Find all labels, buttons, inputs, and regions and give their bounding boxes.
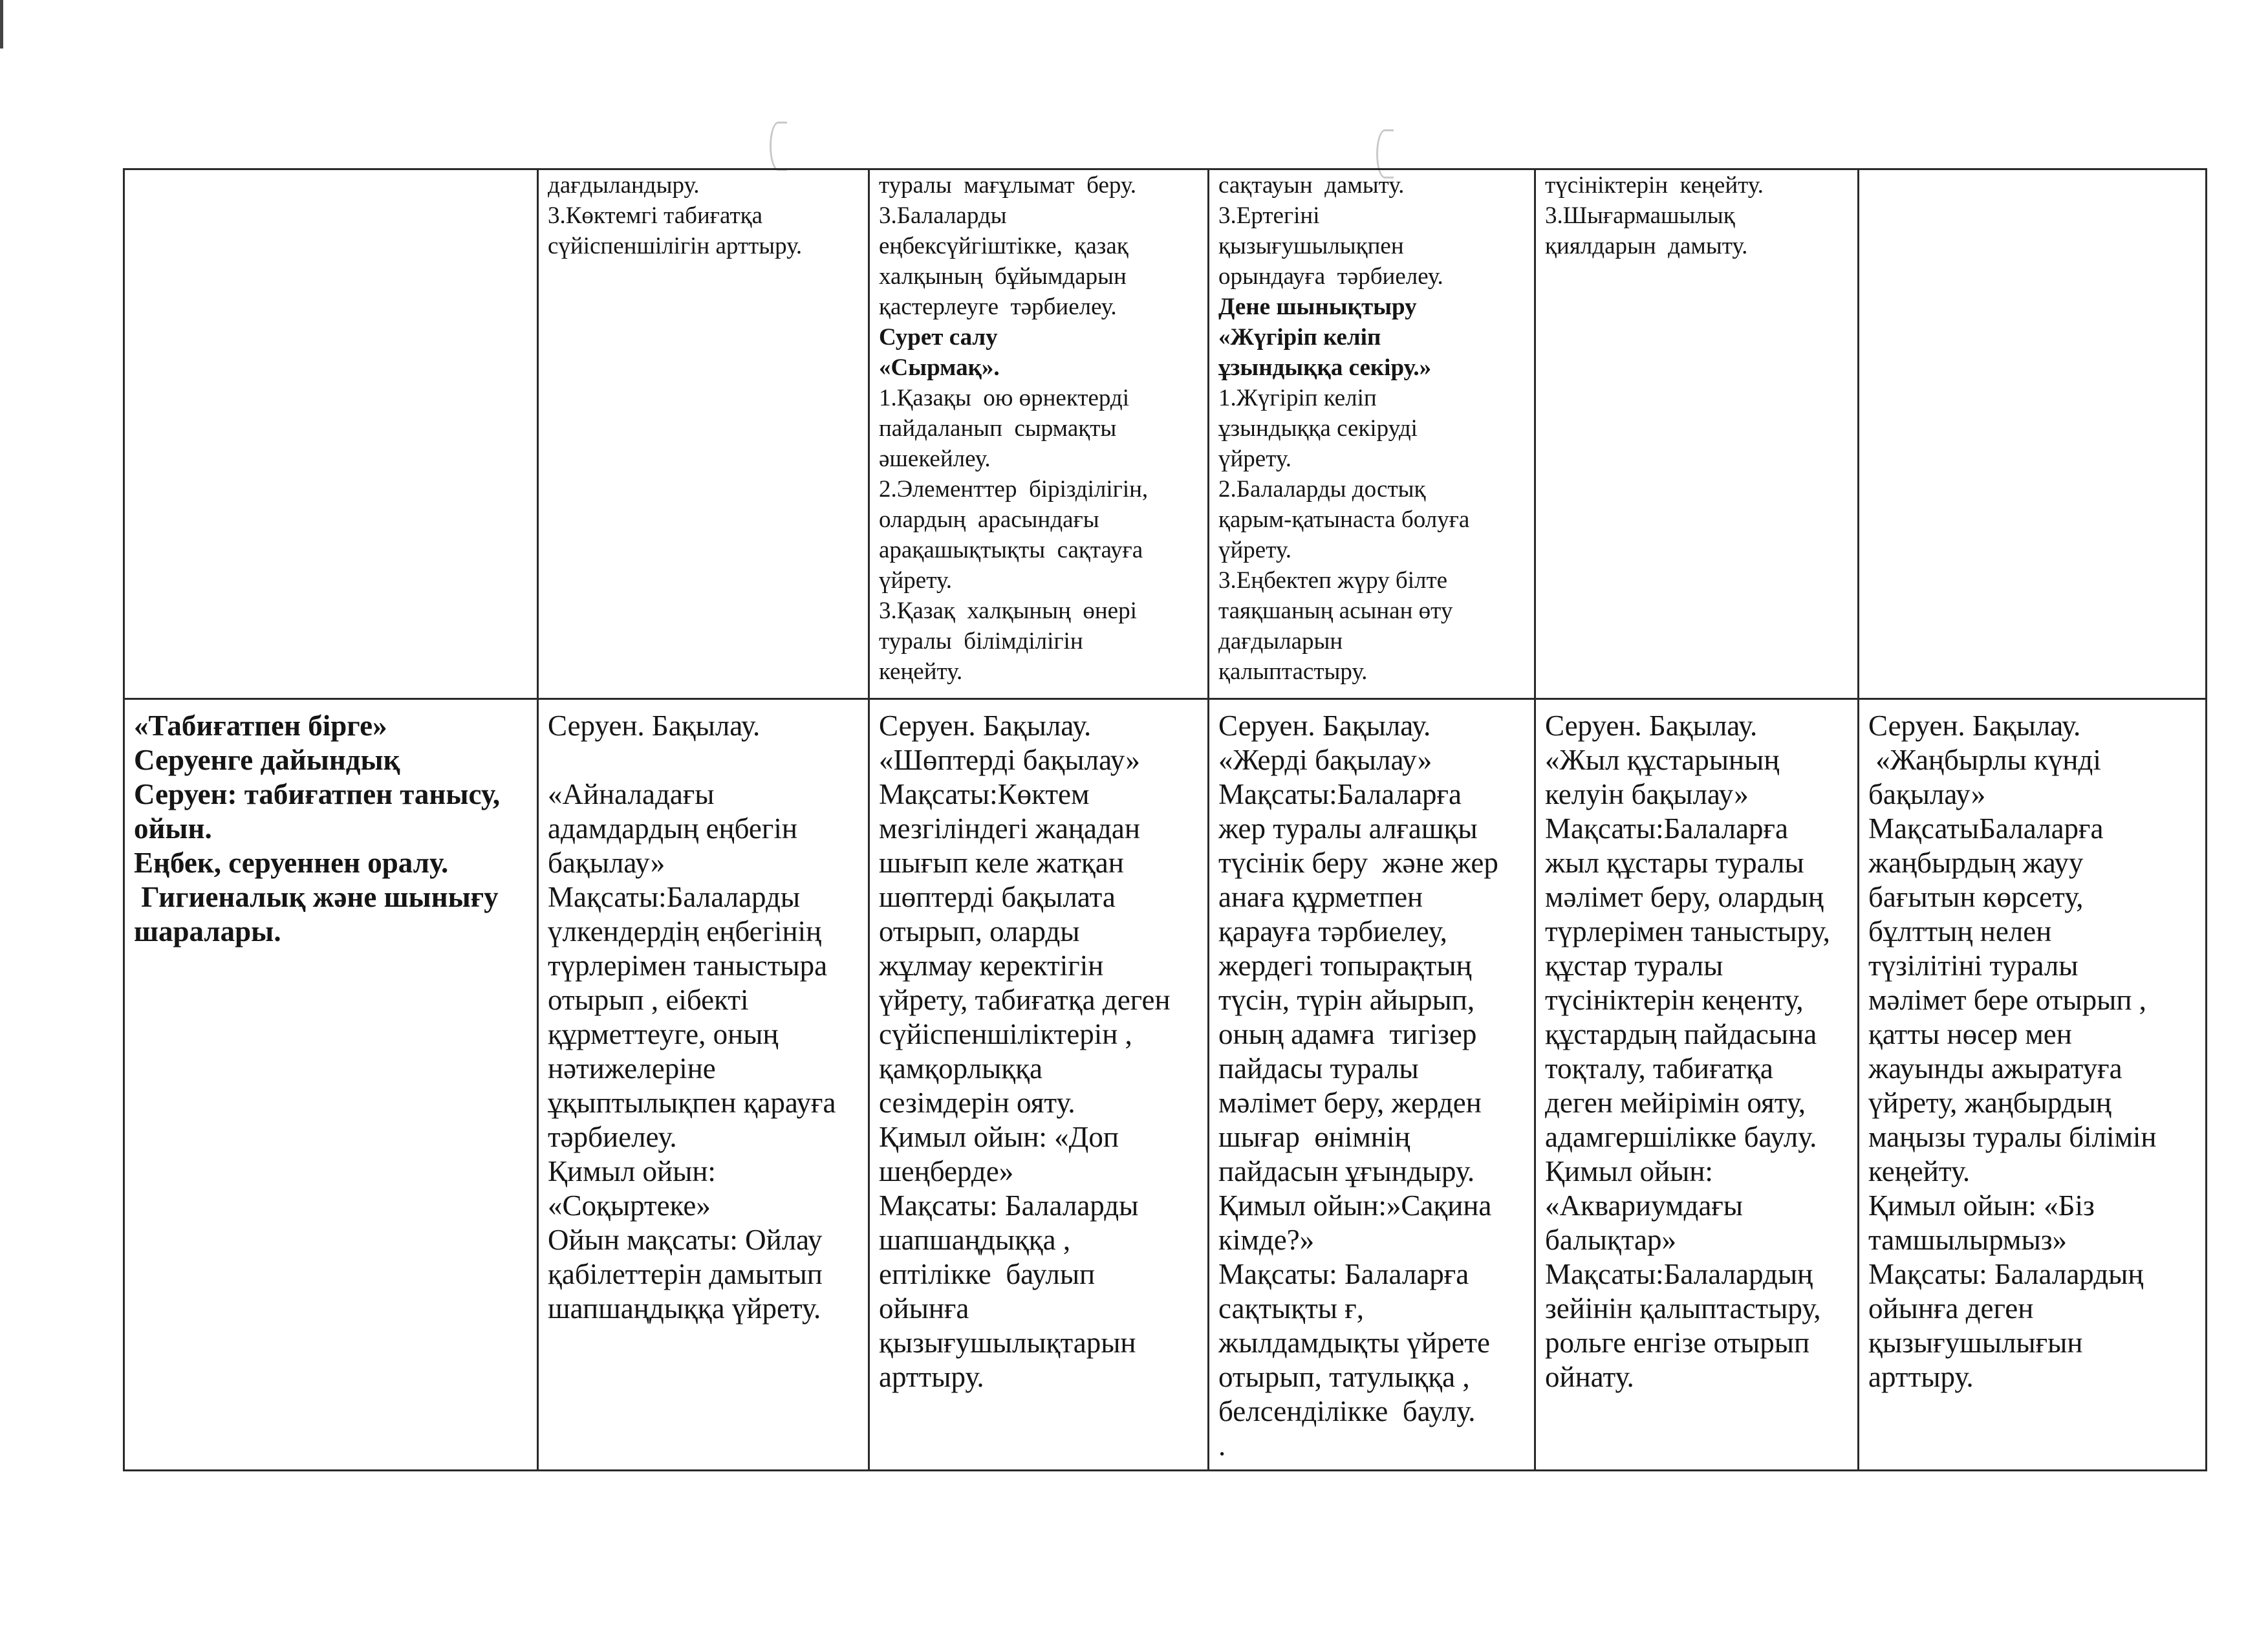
- text-line: сүйіспеншіліктерін ,: [879, 1018, 1132, 1050]
- row-header-cell: [124, 699, 538, 1471]
- text-line: мезгіліндегі жаңадан: [879, 812, 1140, 845]
- text-line: «Шөптерді бақылау»: [879, 744, 1140, 776]
- text-line: шеңберде»: [879, 1155, 1014, 1187]
- cell-text: [1545, 709, 1848, 1394]
- text-line: шөптерді бақылата: [879, 881, 1116, 913]
- text-line: түрлерімен таныстыра: [548, 949, 828, 982]
- text-line: «Табиғатпен бірге»: [134, 709, 387, 742]
- text-line: дағдыларын: [1218, 628, 1343, 655]
- text-line: сүйіспеншілігін арттыру.: [548, 233, 803, 259]
- text-line: «Жүгіріп келіп: [1218, 324, 1381, 351]
- text-line: шығып келе жатқан: [879, 847, 1124, 879]
- text-line: қабілеттерін дамытып: [548, 1258, 823, 1290]
- text-line: қызығушылықтарын: [879, 1326, 1136, 1359]
- table-cell: [1859, 169, 2207, 699]
- text-line: белсенділікке баулу.: [1218, 1395, 1476, 1427]
- text-line: 3.Қазақ халқының өнері: [879, 598, 1137, 624]
- text-line: жаңбырдың жауу: [1868, 847, 2084, 879]
- text-line: сақтауын дамыту.: [1218, 172, 1405, 199]
- text-line: отырып, татулыққа ,: [1218, 1361, 1470, 1393]
- text-line: ойын.: [134, 812, 212, 845]
- text-line: қалыптастыру.: [1218, 658, 1368, 685]
- text-line: «Жаңбырлы күнді: [1868, 744, 2101, 776]
- text-line: үйрету.: [1218, 537, 1291, 563]
- table-cell: [1859, 699, 2207, 1471]
- cell-text: [1868, 709, 2196, 1394]
- text-line: зейінін қалыптастыру,: [1545, 1292, 1821, 1325]
- text-line: «Жыл құстарының: [1545, 744, 1780, 776]
- text-line: балықтар»: [1545, 1224, 1677, 1256]
- text-line: бағытын көрсету,: [1868, 881, 2084, 913]
- text-line: туралы білімділігін: [879, 628, 1083, 655]
- punch-hole-mark-left: [770, 122, 787, 171]
- text-line: 2.Элементтер бірізділігін,: [879, 476, 1149, 503]
- text-line: 1.Жүгіріп келіп: [1218, 385, 1377, 411]
- text-line: олардың арасындағы: [879, 506, 1099, 533]
- text-line: Серуен. Бақылау.: [1218, 709, 1431, 742]
- cell-text: [548, 709, 859, 1326]
- text-line: «Соқыртеке»: [548, 1189, 711, 1222]
- text-line: Қимыл ойын: «Доп: [879, 1121, 1119, 1153]
- text-line: отырып, оларды: [879, 915, 1080, 947]
- text-line: ойнату.: [1545, 1361, 1634, 1393]
- cell-text: [879, 709, 1198, 1394]
- text-line: Ойын мақсаты: Ойлау: [548, 1224, 823, 1256]
- text-line: жыл құстары туралы: [1545, 847, 1804, 879]
- text-line: ұзындыққа секіру.»: [1218, 354, 1432, 381]
- text-line: «Сырмақ».: [879, 354, 1000, 381]
- text-line: орындауға тәрбиелеу.: [1218, 263, 1443, 290]
- text-line: жылдамдықты үйрете: [1218, 1326, 1490, 1359]
- text-line: туралы мағұлымат беру.: [879, 172, 1136, 199]
- text-line: шапшаңдыққа ,: [879, 1224, 1071, 1256]
- text-line: Мақсаты: Балаларға: [1218, 1258, 1469, 1290]
- text-line: 3.Көктемгі табиғатқа: [548, 202, 763, 229]
- text-line: Мақсаты: Балалардың: [1868, 1258, 2144, 1290]
- table-cell: [1209, 169, 1535, 699]
- text-line: адамгершілікке баулу.: [1545, 1121, 1817, 1153]
- plan-table: [123, 168, 2207, 1471]
- text-line: пайдасын ұғындыру.: [1218, 1155, 1475, 1187]
- cell-text: [1218, 170, 1525, 687]
- table-row-continuation: [124, 169, 2207, 699]
- text-line: ойынға: [879, 1292, 969, 1325]
- text-line: Серуен. Бақылау.: [1545, 709, 1758, 742]
- text-line: құстардың пайдасына: [1545, 1018, 1817, 1050]
- text-line: пайдасы туралы: [1218, 1052, 1419, 1085]
- text-line: адамдардың еңбегін: [548, 812, 797, 845]
- text-line: қиялдарын дамыту.: [1545, 233, 1748, 259]
- text-line: кеңейту.: [879, 658, 963, 685]
- text-line: жұлмау керектігін: [879, 949, 1104, 982]
- text-line: түсініктерін кеңенту,: [1545, 984, 1804, 1016]
- text-line: МақсатыБалаларға: [1868, 812, 2104, 845]
- text-line: «Айналадағы: [548, 778, 715, 810]
- text-line: кеңейту.: [1868, 1155, 1971, 1187]
- table-cell: [124, 169, 538, 699]
- text-line: ойынға деген: [1868, 1292, 2034, 1325]
- row-header-text: [134, 709, 528, 949]
- text-line: Серуен. Бақылау.: [1868, 709, 2081, 742]
- text-line: қарым-қатынаста болуға: [1218, 506, 1470, 533]
- text-line: Мақсаты:Көктем: [879, 778, 1090, 810]
- text-line: арттыру.: [879, 1361, 984, 1393]
- text-line: анаға құрметпен: [1218, 881, 1423, 913]
- text-line: түрлерімен таныстыру,: [1545, 915, 1830, 947]
- text-line: тоқталу, табиғатқа: [1545, 1052, 1773, 1085]
- text-line: оның адамға тигізер: [1218, 1018, 1477, 1050]
- text-line: халқының бұйымдарын: [879, 263, 1127, 290]
- text-line: тамшылырмыз»: [1868, 1224, 2068, 1256]
- text-line: арақашықтықты сақтауға: [879, 537, 1143, 563]
- text-line: Гигиеналық және шынығу: [134, 881, 499, 913]
- text-line: Мақсаты:Балаларға: [1218, 778, 1462, 810]
- table-row-walk: [124, 699, 2207, 1471]
- text-line: мәлімет бере отырып ,: [1868, 984, 2146, 1016]
- table-cell: [1535, 699, 1859, 1471]
- text-line: дағдыландыру.: [548, 172, 700, 199]
- text-line: бұлттың нелен: [1868, 915, 2052, 947]
- text-line: нәтижелеріне: [548, 1052, 716, 1085]
- text-line: бақылау»: [1868, 778, 1986, 810]
- text-line: ұзындыққа секіруді: [1218, 415, 1418, 442]
- text-line: кімде?»: [1218, 1224, 1315, 1256]
- text-line: 3.Еңбектеп жүру білте: [1218, 567, 1448, 594]
- text-line: «Аквариумдағы: [1545, 1189, 1744, 1222]
- text-line: Серуен. Бақылау.: [879, 709, 1092, 742]
- cell-text: [548, 170, 859, 261]
- cell-text: [1545, 170, 1848, 261]
- text-line: 2.Балаларды достық: [1218, 476, 1426, 503]
- text-line: ептілікке баулып: [879, 1258, 1096, 1290]
- text-line: қарауға тәрбиелеу,: [1218, 915, 1447, 947]
- cell-text: [1218, 709, 1525, 1463]
- text-line: 3.Ертегіні: [1218, 202, 1320, 229]
- text-line: шығар өнімнің: [1218, 1121, 1410, 1153]
- text-line: жердегі топырақтың: [1218, 949, 1472, 982]
- text-line: Қимыл ойын:»Сақина: [1218, 1189, 1492, 1222]
- table-cell: [538, 169, 869, 699]
- text-line: Мақсаты:Балаларға: [1545, 812, 1788, 845]
- text-line: Сурет салу: [879, 324, 998, 351]
- text-line: келуін бақылау»: [1545, 778, 1749, 810]
- text-line: үйрету, табиғатқа деген: [879, 984, 1171, 1016]
- text-line: Мақсаты:Балалардың: [1545, 1258, 1813, 1290]
- text-line: .: [1218, 1429, 1226, 1462]
- text-line: еңбексүйгіштікке, қазақ: [879, 233, 1129, 259]
- text-line: Мақсаты:Балаларды: [548, 881, 801, 913]
- text-line: пайдаланып сырмақты: [879, 415, 1117, 442]
- text-line: ұқыптылықпен қарауға: [548, 1087, 836, 1119]
- text-line: үлкендердің еңбегінің: [548, 915, 822, 947]
- text-line: түсініктерін кеңейту.: [1545, 172, 1764, 199]
- text-line: Серуен. Бақылау.: [548, 709, 761, 742]
- text-line: бақылау»: [548, 847, 665, 879]
- text-line: құстар туралы: [1545, 949, 1723, 982]
- text-line: отырып , еібекті: [548, 984, 749, 1016]
- text-line: жер туралы алғашқы: [1218, 812, 1478, 845]
- text-line: рольге енгізе отырып: [1545, 1326, 1810, 1359]
- text-line: қызығушылығын: [1868, 1326, 2083, 1359]
- text-line: қастерлеуге тәрбиелеу.: [879, 294, 1117, 320]
- text-line: үйрету.: [879, 567, 952, 594]
- text-line: қатты нөсер мен: [1868, 1018, 2072, 1050]
- text-line: мәлімет беру, олардың: [1545, 881, 1824, 913]
- text-line: сақтықты ғ,: [1218, 1292, 1364, 1325]
- table-cell: [538, 699, 869, 1471]
- text-line: үйрету.: [1218, 446, 1291, 472]
- text-line: 1.Қазақы ою өрнектерді: [879, 385, 1130, 411]
- text-line: таяқшаның асынан өту: [1218, 598, 1453, 624]
- text-line: үйрету, жаңбырдың: [1868, 1087, 2112, 1119]
- table-cell: [1209, 699, 1535, 1471]
- table-cell: [869, 169, 1209, 699]
- text-line: түсінік беру және жер: [1218, 847, 1498, 879]
- text-line: шаралары.: [134, 915, 281, 947]
- text-line: Серуенге дайындық: [134, 744, 400, 776]
- scan-edge-mark: [0, 0, 3, 49]
- text-line: Еңбек, серуеннен оралу.: [134, 847, 449, 879]
- text-line: «Жерді бақылау»: [1218, 744, 1432, 776]
- text-line: тәрбиелеу.: [548, 1121, 677, 1153]
- text-line: Мақсаты: Балаларды: [879, 1189, 1139, 1222]
- text-line: Қимыл ойын:: [548, 1155, 716, 1187]
- text-line: әшекейлеу.: [879, 446, 991, 472]
- text-line: Дене шынықтыру: [1218, 294, 1417, 320]
- table-cell: [869, 699, 1209, 1471]
- text-line: 3.Шығармашылық: [1545, 202, 1735, 229]
- text-line: маңызы туралы білімін: [1868, 1121, 2157, 1153]
- text-line: шапшаңдыққа үйрету.: [548, 1292, 821, 1325]
- text-line: Қимыл ойын:: [1545, 1155, 1713, 1187]
- text-line: жауынды ажыратуға: [1868, 1052, 2122, 1085]
- table-cell: [1535, 169, 1859, 699]
- text-line: қызығушылықпен: [1218, 233, 1404, 259]
- text-line: Серуен: табиғатпен танысу,: [134, 778, 501, 810]
- text-line: Қимыл ойын: «Біз: [1868, 1189, 2095, 1222]
- cell-text: [879, 170, 1198, 687]
- text-line: сезімдерін ояту.: [879, 1087, 1075, 1119]
- text-line: 3.Балаларды: [879, 202, 1007, 229]
- text-line: түсін, түрін айырып,: [1218, 984, 1475, 1016]
- text-line: қамқорлыққа: [879, 1052, 1042, 1085]
- text-line: мәлімет беру, жерден: [1218, 1087, 1482, 1119]
- text-line: арттыру.: [1868, 1361, 1974, 1393]
- text-line: түзілітіні туралы: [1868, 949, 2079, 982]
- text-line: құрметтеуге, оның: [548, 1018, 779, 1050]
- text-line: деген мейірімін ояту,: [1545, 1087, 1806, 1119]
- text-line: [548, 743, 859, 777]
